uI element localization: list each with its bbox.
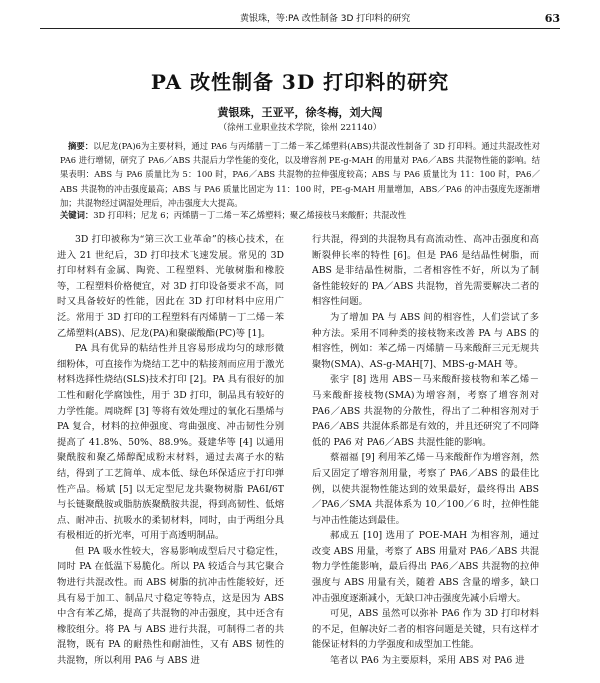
body-paragraph: 郝成五 [10] 选用了 POE-MAH 为相容剂，通过改变 ABS 用量，考察了 ABS 用量对 PA6／ABS 共混物力学性能影响，最后得出 PA6／ABS 共混物的拉伸强度与 ABS 用量有关，随着 ABS 含量的增多，缺口冲击强度逐渐减小，无缺口冲击强度先减小后增大。 <box>312 530 539 604</box>
body-paragraph: PA 具有优异的粘结性并且容易形成均匀的球形微细粉体，可直接作为烧结工艺中的粘接剂而应用于激光材料选择性烧结(SLS)技术打印 [2]。PA 具有很好的加工性和耐化学腐蚀性，用于 3D 打印，制品具有较好的力学性能。周晓辉 [3] 等将有效处理过的氧化石墨烯与 PA 复合，材料的拉伸强度、弯曲强度、冲击韧性分别提高了 41.8%、50%、88.9%。聂建华等 [4] 以通用聚酰胺和聚乙烯醇配成粉末材料，通过去离子水的粘结，得到了工艺简单、成本低、绿色环保适应于打印弹性产品。杨斌 [5] 以无定型尼龙共聚物树脂 PA6I/6T 与长链聚酰胺或脂肪族聚酰胺共混，得到高韧性、低熔点、耐冲击、抗吸水的柔韧材料，同时，由于两组分具有极相近的折光率，可用于高透明制品。 <box>57 343 284 542</box>
keywords <box>60 208 540 222</box>
abstract <box>60 139 540 210</box>
body-paragraph: 张宇 [8] 选用 ABS－马来酸酐接枝物和苯乙烯－马来酸酐接枝物(SMA)为增容剂，考察了增容剂对 PA6／ABS 共混物的分散性，得出了二种相容剂对于 PA6／ABS 共混体系都是有效的，并且还研究了不同降低的 PA6 对 PA6／ABS 共混性能的影响。 <box>312 374 539 448</box>
affiliation: （徐州工业职业技术学院，徐州 221140） <box>218 123 382 133</box>
keywords-text: 3D 打印料；尼龙 6；丙烯腈－丁二烯－苯乙烯塑料；聚乙烯接枝马来酸酐；共混改性 <box>93 210 407 220</box>
keywords-label: 关键词： <box>60 210 94 220</box>
body-paragraph: 可见，ABS 虽然可以弥补 PA6 作为 3D 打印材料的不足，但解决好二者的相容问题是关键，只有这样才能保证材料的力学强度和成型加工性能。 <box>312 608 539 651</box>
abstract-text: 以尼龙(PA)6为主要材料，通过 PA6 与丙烯腈－丁二烯－苯乙烯塑料(ABS)共混改性制备了 3D 打印料。通过共混改性对 PA6 进行增韧，研究了 PA6／ABS 共混后力学性能的变化，以及增容剂 PE-g-MAH 的用量对 PA6／ABS 共混物性能的影响。结果表明：ABS 与 PA6 质量比为 5：100 时，PA6／ABS 共混物的拉伸强度较高；ABS 与 PA6 质量比为 11：100 时，PA6／ABS 共混物的冲击强度最高；ABS 与 PA6 质量比固定为 11：100 时，PE-g-MAH 用量增加，ABS／PA6 的冲击强度先逐渐增加；共混物经过调湿处理后，冲击强度大大提高。 <box>60 141 540 208</box>
paper-title: PA 改性制备 3D 打印料的研究 <box>150 70 450 94</box>
body-column-right <box>312 232 539 680</box>
running-title: 黄银珠，等:PA 改性制备 3D 打印料的研究 <box>240 14 411 24</box>
page-number: 63 <box>544 12 560 25</box>
body-paragraph: 为了增加 PA 与 ABS 间的相容性，人们尝试了多种方法。采用不同种类的接枝物来改善 PA 与 ABS 的相容性，例如：苯乙烯－丙烯腈－马来酸酐三元无规共聚物(SMA)、AS-g-MAH[7]、MBS-g-MAH 等。 <box>312 311 539 370</box>
abstract-label: 摘要： <box>68 141 94 151</box>
body-paragraph: 蔡福福 [9] 利用苯乙烯－马来酸酐作为增容剂，然后又固定了增容剂用量，考察了 PA6／ABS 的最佳比例，以使共混物性能达到的效果最好，最终得出 ABS／PA6／SMA 共混体系为 10／100／6 时，拉伸性能与冲击性能达到最佳。 <box>312 452 539 526</box>
author-list: 黄银珠，王亚平，徐冬梅，刘大闯 <box>217 106 383 119</box>
body-paragraph: 行共混，得到的共混物具有高流动性、高冲击强度和高断裂伸长率的特性 [6]。但是 PA6 是结晶性树脂，而 ABS 是非结晶性树脂，二者相容性不好，所以为了制备性能较好的 PA／ABS 共混物，首先需要解决二者的相容性问题。 <box>312 234 539 308</box>
body-paragraph: 笔者以 PA6 为主要原料，采用 ABS 对 PA6 进 <box>330 655 525 667</box>
body-column-left <box>57 232 284 680</box>
body-paragraph: 3D 打印被称为“第三次工业革命”的核心技术，在进入 21 世纪后，3D 打印技术飞速发展。常见的 3D 打印材料有金属、陶瓷、工程塑料、光敏树脂和橡胶等，工程塑料价格便宜，对 3D 打印设备要求不高，同时又具备较好的性能，因此在 3D 打印材料中应用广泛。常用于 3D 打印的工程塑料有丙烯腈－丁二烯－苯乙烯塑料(ABS)、尼龙(PA)和聚碳酸酯(PC)等 [1]。 <box>57 234 284 339</box>
body-paragraph: 但 PA 吸水性较大，容易影响成型后尺寸稳定性，同时 PA 在低温下易脆化。所以 PA 较适合与其它聚合物进行共混改性。而 ABS 树脂的抗冲击性能较好，还具有易于加工、制品尺寸稳定等特点，这是因为 ABS 中含有苯乙烯，提高了共混物的冲击强度，其中还含有橡胶组分。将 PA 与 ABS 进行共混，可制得二者的共混物，既有 PA 的耐热性和耐油性，又有 ABS 韧性的共混物，所以利用 PA6 与 ABS 进 <box>57 545 284 667</box>
running-header <box>40 10 560 29</box>
